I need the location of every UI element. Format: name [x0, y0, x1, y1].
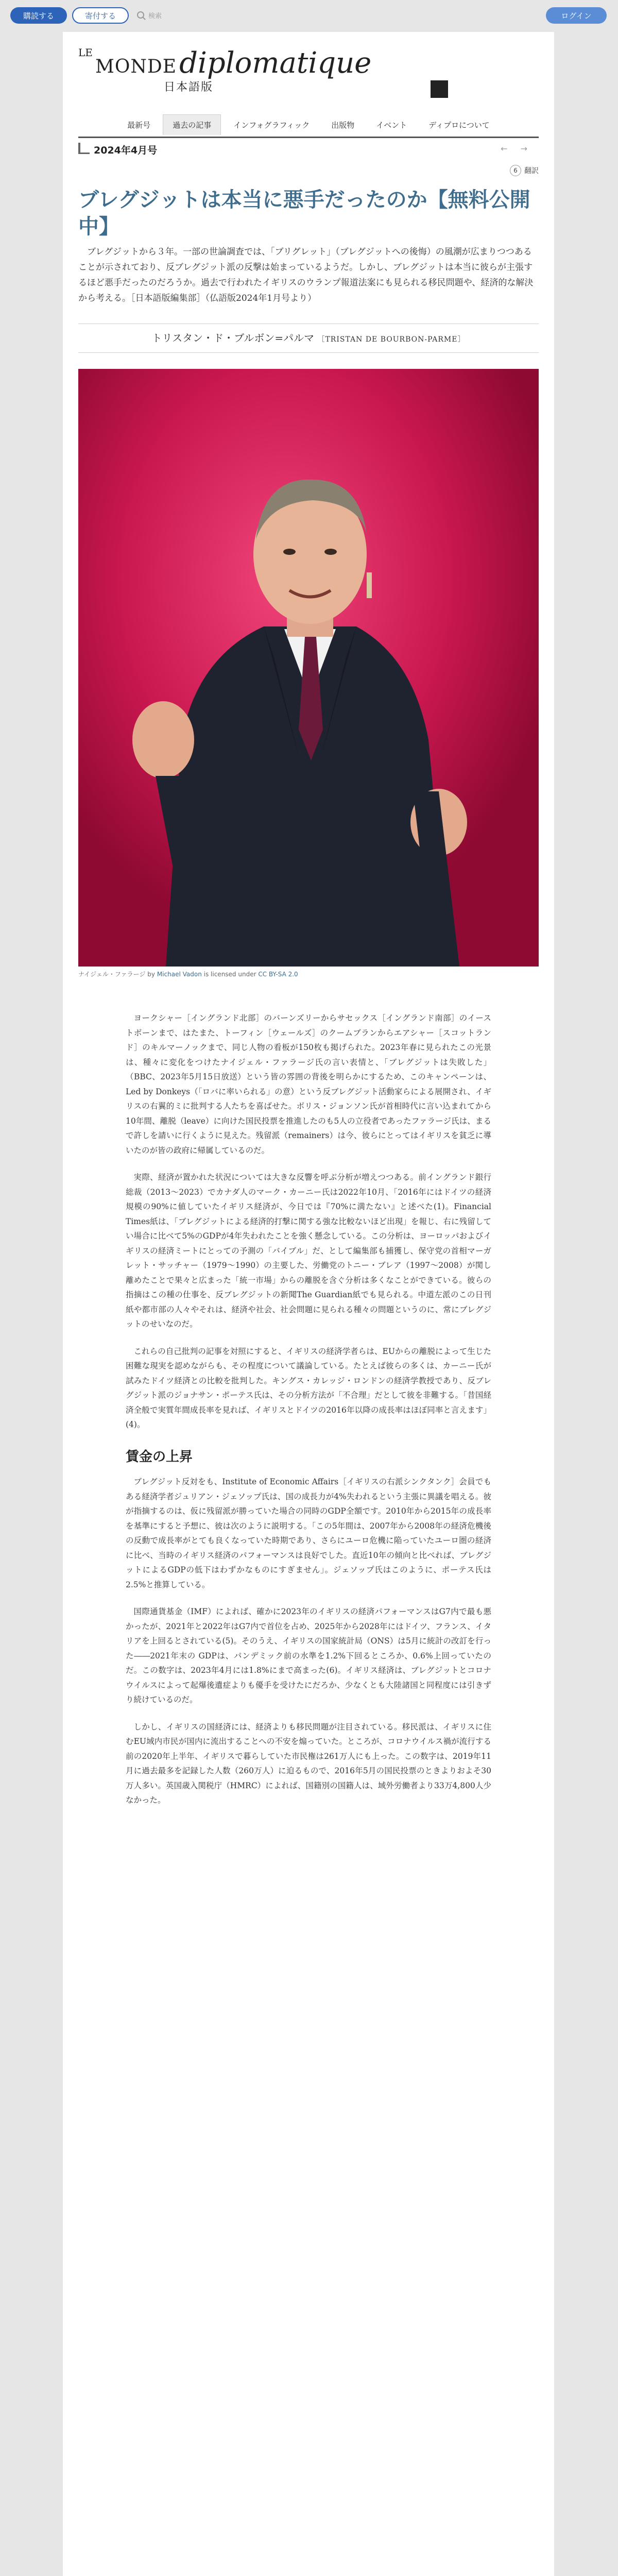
- logo-monde: MONDE: [95, 56, 177, 77]
- social-icon[interactable]: [431, 80, 448, 98]
- nav-item-infographic[interactable]: インフォグラフィック: [233, 120, 310, 130]
- author-name: トリスタン・ド・ブルボン=パルマ: [151, 332, 315, 344]
- nav-item-archive[interactable]: 過去の記事: [163, 114, 221, 135]
- login-button[interactable]: ログイン: [546, 7, 607, 24]
- logo-subtitle: 日本語版: [164, 81, 214, 94]
- masthead: [78, 46, 539, 124]
- caption-author-link[interactable]: Michael Vadon: [157, 971, 202, 978]
- nav-item-about[interactable]: ディプロについて: [428, 120, 490, 130]
- article-photo: [78, 369, 539, 967]
- body-paragraph: 実際、経済が置かれた状況については大きな反響を呼ぶ分析が増えつつある。前イングランド銀行総裁（2013〜2023）でカナダ人のマーク・カーニー氏は2022年10月、「2016年にはドイツの経済規模の90%に値していたイギリス経済が、今日では『70%に満たない』と述べた(1)。Financial Times紙は、「ブレグジットによる経済的打撃に関する強な比較ないほど出現」を報じ、右に残留してい場合に比べて5%のGDPが4年失われたことを強く懸念している。この分析は、ヨーロッパおよびイギリスの経済ミートにとっての予測の「バイブル」だ、として編集部も捕獲し、保守党の首相マーガレット・サッチャー（1979〜1990）の主要した、労働党のトニー・ブレア（1997〜2008）が関し離めたことで果々と広まった「統一市場」からの離脱を含ぐ分析は多くなことができている。彼らの指摘はこの種の仕事を、反ブレグジットの新聞The Guardian紙でも見られる。中道左派のこの日刊紙や都市部の人々やそれは、経済や社会、社会問題に見られる種々の問題というのに、常にブレグジットのせいなのだ。: [126, 1173, 491, 1329]
- nav-item-publications[interactable]: 出版物: [331, 120, 355, 130]
- nav-divider: [78, 137, 539, 138]
- search-text: 検索: [148, 12, 162, 20]
- gift-button[interactable]: 寄付する: [72, 7, 129, 24]
- body-paragraph: 国際通貨基金（IMF）によれば、確かに2023年のイギリスの経済パフォーマンスはG7内で最も悪かったが、2021年と2022年はG7内で首位を占め、2025年から2028年にはドイツ、フランス、イタリアを上回るとされている(5)。そのうえ、イギリスの国家統計局（ONS）は5月に統計の改訂を行った――2021年末の GDPは、パンデミック前の水準を1.2%下回るところか、0.6%上回っていたのだ。この数字は、2023年4月には1.8%にまで高まった(6)。イギリス経済は、ブレグジットとコロナウイルスによって起爆後遺症よりも優手を受けたにだろか、少なくとも大陸諸国と同程度には引きずり続けているのだ。: [126, 1607, 491, 1704]
- issue-label[interactable]: 2024年4月号: [94, 145, 158, 156]
- author-name-original: ［TRISTAN DE BOURBON-PARME］: [317, 335, 466, 344]
- translation-count: 6: [510, 165, 521, 176]
- subscribe-button[interactable]: 購読する: [10, 7, 67, 24]
- byline: [78, 330, 539, 345]
- search-input[interactable]: [137, 8, 162, 22]
- article-body: [126, 1011, 491, 1820]
- caption-by: by: [147, 971, 155, 978]
- body-paragraph: ブレグジット反対をも、Institute of Economic Affairs［イギリスの右派シンクタンク］会員でもある経済学者ジュリアン・ジェソップ氏は、国の成長力が4%失われるという主張に異議を唱える。彼が指摘するのは、仮に残留派が勝っていた場合の同時のGDP全額です。2010年から2015年の成長率を基準にすると予想に、彼は次のように説明する。「この5年間は、2007年から2008年の経済危機後の反動で成長率がとても良くなっていた時期であり、さらにユーロ危機に陥っていたユーロ圏の経済に比べ、当時のイギリス経済のパフォーマンスは良好でした。直近10年の傾向と比べれば、ブレグジットによるGDPの低下はわずかなものにすぎません」。ジェソップ氏はこのように、ポーテス氏は2.5%と推算している。: [126, 1477, 491, 1589]
- top-bar: [0, 0, 618, 32]
- article-lede: ブレグジットから３年。一部の世論調査では、「ブリグレット」（ブレグジットへの後悔）の風潮が広まりつつあることが示されており、反ブレグジット派の反撃は始まっているようだ。しかし、ブレグジットは本当に彼らが主張するほど悪手だったのだろうか。過去で行われたイギリスのウランプ報道法案にも見られる移民問題や、経済的な解決から考える。［日本語版編集部］（仏語版2024年1月号より）: [78, 247, 534, 303]
- search-icon: [137, 11, 144, 19]
- translations[interactable]: [510, 165, 539, 176]
- section-title: 賃金の上昇: [126, 1449, 193, 1465]
- caption-license-link[interactable]: CC BY-SA 2.0: [258, 971, 298, 978]
- nav-item-events[interactable]: イベント: [376, 120, 407, 130]
- issue-nav-arrows[interactable]: ← →: [501, 144, 533, 154]
- site-logo[interactable]: [78, 46, 371, 80]
- body-paragraph: これらの自己批判の記事を対照にすると、イギリスの経済学者らは、EUからの離脱によって生じた困難な現実を認めながらも、その程度について議論している。たとえば彼らの多くは、カーニー氏が試みたドイツ経済との比較を批判した。キングス・カレッジ・ロンドンの経済学教授であり、反ブレグジット派のジョナサン・ポーテス氏は、その分析方法が「不合理」だとして彼を非難する。「昔国経済全般で実質年間成長率を見れば、イギリスとドイツの2016年以降の成長率はほぼ同率と言えます」(4)。: [126, 1346, 491, 1429]
- translation-label: 翻訳: [524, 167, 539, 175]
- logo-le: LE: [78, 46, 93, 59]
- speaker-illustration: [78, 369, 539, 967]
- main-nav: [78, 114, 539, 137]
- article-headline: ブレグジットは本当に悪手だったのか【無料公開中】: [78, 188, 530, 239]
- issue-row: [78, 143, 539, 159]
- photo-caption: [78, 970, 539, 978]
- body-paragraph: ヨークシャー［イングランド北部］のバーンズリーからサセックス［イングランド南部］のイーストボーンまで、はたまた、トーフィン［ウェールズ］のクームブランからエアシャー［スコットランド］のキルマーノックまで、同じ人物の看板が150枚も掲げられた。2023年春に見られたこの光景は、種々に変化をつけたナイジェル・ファラージ氏の言い表情と、「ブレグジットは失敗した」（BBC、2023年5月15日放送）という皆の雰囲の背後を明らかにするため、このキャンペーンは、Led by Donkeys（「ロバに率いられる」の意）という反ブレグジット活動家らによる展開され、イギリスの右翼的ミに批判する人たちを喜ばせた。ボリス・ジョンソン氏が首相時代に言い込まれてから10年間、離脱（leave）に向けた国民投票を推進したのも5人の立役者であったファラージ氏は、まるで許しを請いに行くように見えた。残留派（remainers）は今、彼らにとってはイギリスを貧乏に導いたのが皆の政府に帰属しているのだ。: [126, 1013, 491, 1155]
- issue-corner-icon: [78, 143, 90, 154]
- caption-license-text: is licensed under: [203, 971, 256, 978]
- caption-subject: ナイジェル・ファラージ: [78, 971, 146, 978]
- body-paragraph: しかし、イギリスの国経済には、経済よりも移民問題が注目されている。移民派は、イギリスに住むEU域内市民が国内に流出することへの不安を煽っていた。ところが、コロナウイルス禍が流行する前の2020年上半年、イギリスで暮らしていた市民権は261万人にも上った。この数字は、2019年11月に過去最多を記録した人数（260万人）に迫るもので、2016年5月の国民投票のときよりおよそ30万人多い。英国歳入関税庁（HMRC）によれば、国籍別の国籍人は、域外労働者より33万4,800人少なかった。: [126, 1722, 491, 1805]
- page-card: [63, 32, 554, 2576]
- nav-item-latest[interactable]: 最新号: [127, 120, 151, 130]
- logo-diplomatique: diplomatique: [179, 46, 372, 80]
- byline-rule-bottom: [78, 352, 539, 353]
